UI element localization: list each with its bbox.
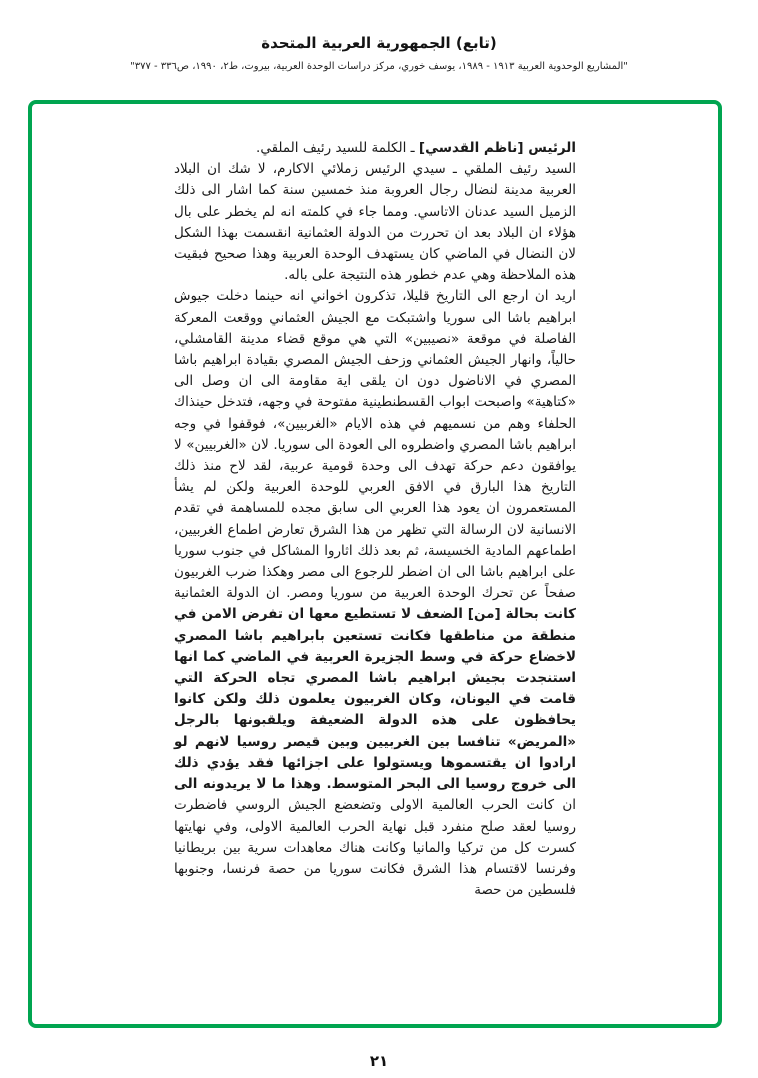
paragraph-intro: السيد رئيف الملقي ـ سيدي الرئيس زملائي الاكارم، لا شك ان البلاد العربية مدينة لنضال رجال العروبة منذ خمسين سنة كما اشار الى ذلك الزميل السيد عدنان الاتاسي. ومما جاء في كلمته انه لم يخطر على بال هؤلاء ان البلاد بعد ان تحررت من الدولة العثمانية انقسمت بهذا الشكل لان النضال في الماضي كان يستهدف الوحدة العربية وهذا صحيح فبقيت هذه الملاحظة وهي عدم خطور هذه النتيجة على باله.: [174, 161, 576, 284]
paragraph-history: [174, 286, 576, 901]
header-title: (تابع) الجمهورية العربية المتحدة: [261, 34, 497, 52]
page-number: ٢١: [369, 1052, 389, 1070]
history-part-bold: كانت بحالة [من] الضعف لا تستطيع معها ان تفرض الامن في منطقة من مناطقها فكانت تستعين بابراهيم باشا المصري لاخضاع حركة في وسط الجزيرة العربية في الماضي كما انها استنجدت بجيش ابراهيم باشا المصري تجاه الحركة التي قامت في اليونان، وكان الغربيون يعلمون ذلك ولكن كانوا يحافظون على هذه الدولة الضعيفة ويلقبونها بالرجل «المريض» تنافسا بين الغربيين وبين قيصر روسيا لانهم لو ارادوا ان يقتسموها ويستولوا على اجزائها فقد يؤدي ذلك الى خروج روسيا الى البحر المتوسط. وهذا ما لا يريدونه الى: [174, 606, 576, 793]
speaker-line-rest: ـ الكلمة للسيد رئيف الملقي.: [256, 140, 419, 156]
speaker-name: الرئيس [ناظم القدسي]: [418, 140, 576, 156]
page-header: [0, 0, 758, 72]
paragraph-speaker-line: [174, 138, 576, 159]
history-part-2: ان كانت الحرب العالمية الاولى وتضعضع الجيش الروسي فاضطرت روسيا لعقد صلح منفرد قبل نهاية الحرب العالمية الاولى، وفي نهايتها كسرت كل من تركيا والمانيا وكانت هناك معاهدات سرية بين بريطانيا وفرنسا لاقتسام هذا الشرق فكانت سوريا من حصة فرنسا، وجنوبها فلسطين من حصة: [174, 797, 576, 899]
text-column: [174, 138, 576, 901]
header-citation: "المشاريع الوحدوية العربية ١٩١٣ - ١٩٨٩، يوسف خوري، مركز دراسات الوحدة العربية، بيروت، ط٢، ١٩٩٠، ص٣٣٦ - ٣٧٧": [130, 61, 628, 72]
history-part-1: اريد ان ارجع الى التاريخ قليلا، تذكرون اخواني انه حينما دخلت جيوش ابراهيم باشا الى سوريا واشتبكت مع الجيش العثماني ووقعت المعركة الفاصلة في موقعة «نصيبين» التي هي موقع قضاء مدينة القامشلي، حالياً، وانهار الجيش العثماني وزحف الجيش المصري بقيادة ابراهيم باشا المصري في الاناضول دون ان يلقى اية مقاومة الى ان وصل الى «كتاهية» واصبحت ابواب القسطنطينية مفتوحة في وجهه، فتدخل حينذاك الحلفاء وهم من نسميهم في هذه الايام «الغربيين»، فوقفوا في وجه ابراهيم باشا المصري واضطروه الى العودة الى سوريا. لان «الغربيين» لا يوافقون دعم حركة تهدف الى وحدة قومية عربية، لقد لاح منذ ذلك التاريخ هذا البارق في الافق العربي للوحدة العربية ولكن لم يشأ المستعمرون ان يعود هذا العربي الى سابق مجده للمساهمة في تقدم الانسانية لان الرسالة التي تظهر من هذا الشرق تعارض اطماع الغربيين، اطماعهم المادية الخسيسة، ثم بعد ذلك اثاروا المشاكل في جنوب سوريا على ابراهيم باشا الى ان اضطر للرجوع الى مصر وهكذا ضرب الغربيون صفحاً عن تحرك الوحدة العربية من سوريا ومصر. ان الدولة العثمانية: [174, 288, 576, 602]
content-frame-border: [28, 100, 722, 1028]
